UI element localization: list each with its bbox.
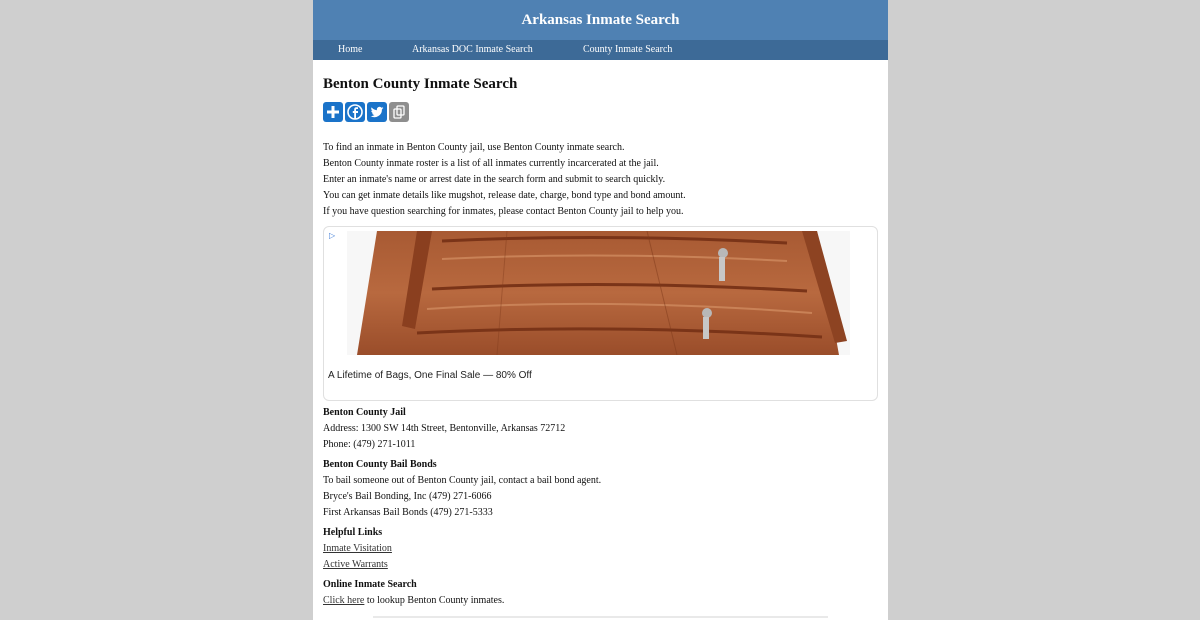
intro-line: To find an inmate in Benton County jail, use Benton County inmate search. <box>323 142 625 153</box>
link-active-warrants[interactable]: Active Warrants <box>323 559 388 570</box>
copy-link-icon <box>391 104 407 120</box>
intro-line: Benton County inmate roster is a list of all inmates currently incarcerated at the jail. <box>323 158 659 169</box>
nav-item-county-inmate-search[interactable]: County Inmate Search <box>583 44 673 55</box>
bail-heading: Benton County Bail Bonds <box>323 459 437 470</box>
jail-info <box>323 405 878 609</box>
intro-line: You can get inmate details like mugshot, release date, charge, bond type and bond amount. <box>323 190 686 201</box>
twitter-icon <box>369 104 385 120</box>
advertisement[interactable] <box>323 226 878 401</box>
page-title: Benton County Inmate Search <box>323 76 518 92</box>
intro-line: If you have question searching for inmates, please contact Benton County jail to help you. <box>323 206 684 217</box>
nav-bar <box>313 40 888 60</box>
share-buttons <box>323 102 878 122</box>
site-title[interactable]: Arkansas Inmate Search <box>521 11 680 28</box>
online-search-text <box>323 593 878 609</box>
bottom-divider <box>373 616 828 618</box>
links-heading: Helpful Links <box>323 527 383 538</box>
click-here-link[interactable]: Click here <box>323 595 365 606</box>
jail-heading: Benton County Jail <box>323 407 406 418</box>
share-copy-link-button[interactable] <box>389 102 409 122</box>
facebook-icon <box>347 104 363 120</box>
main-content <box>313 76 888 609</box>
nav-item-home[interactable]: Home <box>338 44 363 55</box>
ad-image-bag[interactable] <box>347 231 850 355</box>
plus-icon <box>326 105 340 119</box>
bail-intro: To bail someone out of Benton County jail, contact a bail bond agent. <box>323 475 602 486</box>
adchoices-icon[interactable]: ▷ <box>329 231 336 240</box>
share-plus-button[interactable] <box>323 102 343 122</box>
online-search-heading: Online Inmate Search <box>323 579 417 590</box>
online-search-rest: to lookup Benton County inmates. <box>364 595 505 606</box>
share-twitter-button[interactable] <box>367 102 387 122</box>
bail-agent: First Arkansas Bail Bonds (479) 271-5333 <box>323 507 493 518</box>
jail-address: Address: 1300 SW 14th Street, Bentonville, Arkansas 72712 <box>323 423 566 434</box>
ad-caption[interactable]: A Lifetime of Bags, One Final Sale — 80% Off <box>328 370 532 381</box>
page-container <box>313 0 888 620</box>
site-header <box>313 0 888 40</box>
intro-line: Enter an inmate's name or arrest date in the search form and submit to search quickly. <box>323 174 666 185</box>
intro-text <box>323 140 878 220</box>
link-inmate-visitation[interactable]: Inmate Visitation <box>323 543 392 554</box>
nav-item-arkansas-doc[interactable]: Arkansas DOC Inmate Search <box>412 44 533 55</box>
share-facebook-button[interactable] <box>345 102 365 122</box>
bail-agent: Bryce's Bail Bonding, Inc (479) 271-6066 <box>323 491 492 502</box>
jail-phone: Phone: (479) 271-1011 <box>323 439 416 450</box>
